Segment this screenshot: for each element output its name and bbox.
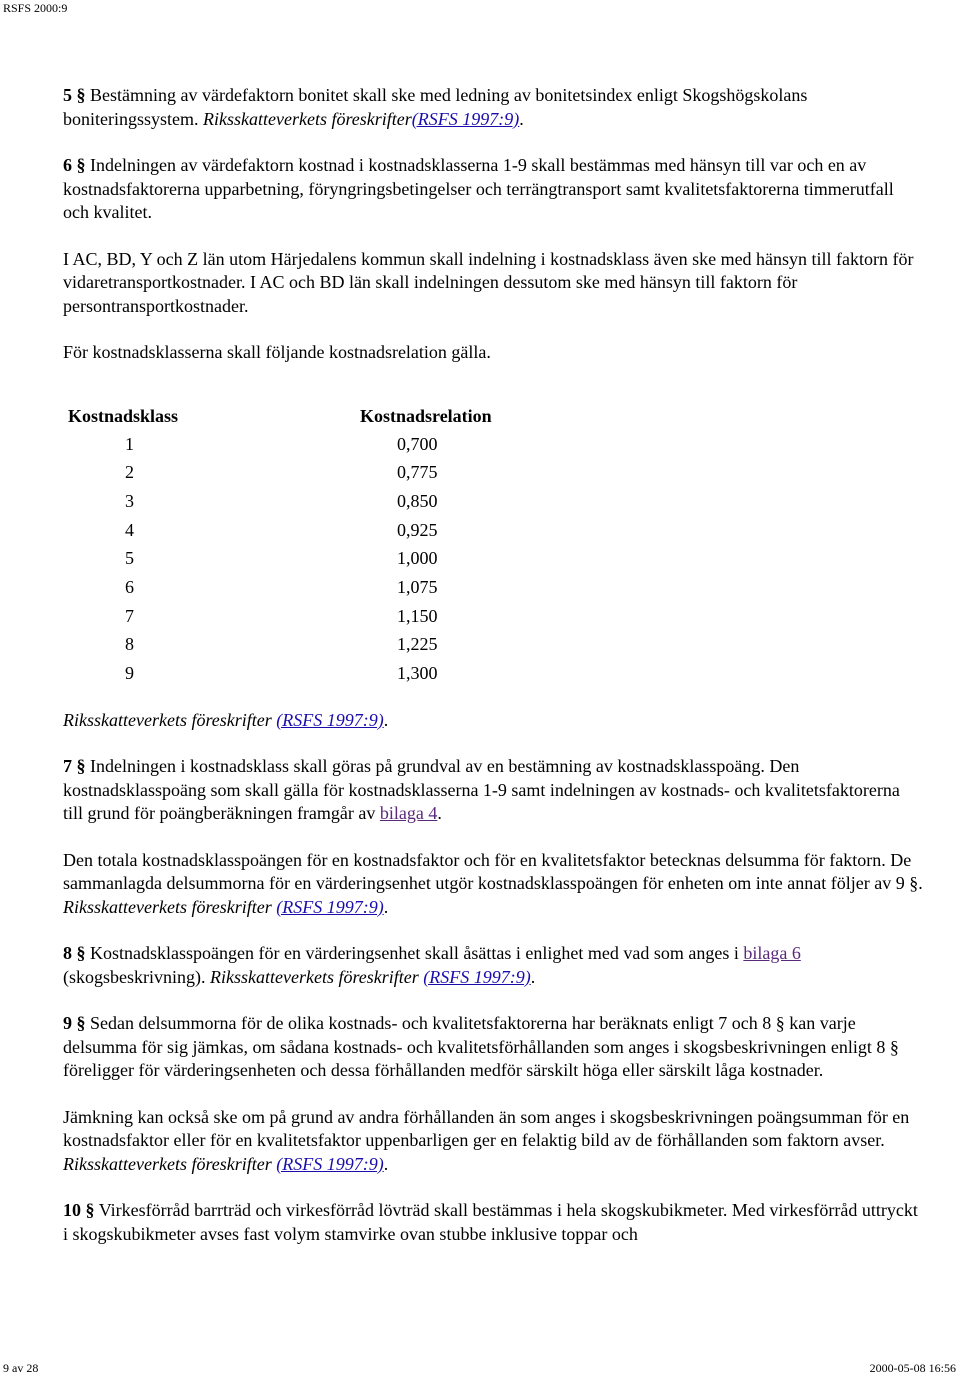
rsfs-link[interactable]: (RSFS 1997:9) — [276, 1153, 384, 1174]
cost-relation-table — [63, 405, 492, 691]
section-8: 8 § Kostnadsklasspoängen för en värderingsenhet skall åsättas i enlighet med vad som anges i bilaga 6 (skogsbeskrivning). Riksskatteverkets föreskrifter (RSFS 1997:9). — [63, 943, 801, 987]
document-body — [63, 84, 923, 1269]
kostnadsrelation-cell: 1,225 — [397, 634, 438, 655]
table-row — [63, 605, 492, 634]
section-text: föreligger för värderingsenheten och dessa förhållanden medför särskilt höga eller särskilt låga kostnader. — [63, 1060, 824, 1081]
kostnadsrelation-cell: 1,300 — [397, 663, 438, 683]
rsfs-link[interactable]: (RSFS 1997:9) — [423, 966, 531, 987]
paragraph-symbol: § — [909, 873, 919, 894]
kostnadsklass-cell: 8 — [125, 634, 134, 655]
section-9-paragraph-2: Jämkning kan också ske om på grund av andra förhållanden än som anges i skogsbeskrivningen poängsumman för en kostnadsfaktor eller för en kvalitetsfaktor uppenbarligen ger en felaktig bild av de förhållanden som faktorn avser. Riksskatteverkets föreskrifter (RSFS 1997:9). — [63, 1106, 910, 1174]
citation: Riksskatteverkets föreskrifter — [203, 108, 412, 129]
section-text: Virkesförråd barrträd och virkesförråd lövträd skall bestämmas i hela skogskubikmeter. Med virkesförråd uttryckt i skogskubikmeter avses fast volym stamvirke ovan stubbe inklusive toppar och — [63, 1200, 918, 1244]
table-header-row — [63, 405, 492, 433]
kostnadsrelation-cell: 0,775 — [397, 462, 438, 483]
citation: Riksskatteverkets föreskrifter — [210, 966, 419, 987]
section-number: 5 — [63, 85, 72, 105]
table-citation: Riksskatteverkets föreskrifter (RSFS 1997:9). — [63, 709, 389, 730]
section-text: Kostnadsklasspoängen för en värderingsenhet skall åsättas i enlighet med vad som anges i — [90, 943, 739, 964]
rsfs-link[interactable]: (RSFS 1997:9) — [276, 709, 384, 730]
table-row — [63, 433, 492, 462]
section-text: Den totala kostnadsklasspoängen för en kostnadsfaktor och för en kvalitetsfaktor betecknas delsumma för faktorn. De sammanlagda delsummorna för en värderingsenhet utgör kostnadsklasspoängen för enheten om inte annat följer av 9 — [63, 849, 912, 894]
kostnadsklass-cell: 2 — [125, 462, 134, 483]
table-row — [63, 576, 492, 605]
kostnadsrelation-cell: 1,000 — [397, 548, 438, 569]
bilaga-4-link[interactable]: bilaga 4 — [379, 803, 438, 824]
section-number: 9 — [63, 1013, 72, 1034]
kostnadsklass-cell: 3 — [125, 490, 134, 511]
citation: Riksskatteverkets föreskrifter — [63, 1153, 272, 1174]
table-row — [63, 547, 492, 576]
kostnadsklass-cell: 6 — [125, 576, 134, 597]
paragraph-symbol: § — [775, 1013, 785, 1034]
section-5: 5 § Bestämning av värdefaktorn bonitet skall ske med ledning av bonitetsindex enligt Skogshögskolans boniteringssystem. Riksskatteverkets föreskrifter(RSFS 1997:9). — [63, 85, 808, 129]
section-text: kan varje delsumma för sig jämkas, om sådana kostnads- och kvalitetsförhållanden som anges i skogsbeskrivningen enligt 8 — [63, 1013, 886, 1057]
section-6-paragraph-3: För kostnadsklasserna skall följande kostnadsrelation gälla. — [63, 342, 491, 362]
column-header-kostnadsrelation: Kostnadsrelation — [360, 405, 492, 426]
paragraph-symbol: § — [889, 1036, 899, 1057]
kostnadsrelation-cell: 1,075 — [397, 576, 438, 597]
kostnadsrelation-cell: 0,925 — [397, 519, 438, 540]
kostnadsrelation-cell: 1,150 — [397, 605, 438, 626]
section-number: 10 — [63, 1200, 81, 1221]
paragraph-symbol: § — [85, 1200, 95, 1221]
section-text-after: (skogsbeskrivning). — [63, 966, 206, 987]
table-row — [63, 662, 492, 691]
column-header-kostnadsklass: Kostnadsklass — [68, 405, 179, 426]
page-footer-number: 9 av 28 — [3, 1361, 39, 1375]
kostnadsklass-cell: 5 — [125, 548, 134, 569]
section-9 — [63, 1012, 923, 1083]
section-10 — [63, 1199, 923, 1246]
kostnadsklass-cell: 1 — [125, 433, 134, 454]
rsfs-link[interactable]: (RSFS 1997:9) — [411, 108, 520, 129]
kostnadsrelation-cell: 0,700 — [397, 433, 438, 454]
paragraph-symbol: § — [76, 155, 86, 175]
kostnadsklass-cell: 7 — [125, 605, 134, 626]
section-text: Sedan delsummorna för de olika kostnads- och kvalitetsfaktorerna har beräknats enligt 7 och 8 — [90, 1013, 772, 1034]
kostnadsklass-cell: 4 — [125, 519, 134, 540]
rsfs-link[interactable]: (RSFS 1997:9) — [276, 896, 384, 917]
kostnadsrelation-cell: 0,850 — [397, 490, 438, 511]
section-number: 6 — [63, 155, 72, 175]
paragraph-symbol: § — [76, 943, 86, 964]
paragraph-symbol: § — [76, 1013, 86, 1034]
page-footer-timestamp: 2000-05-08 16:56 — [869, 1361, 956, 1375]
section-6-paragraph-2: I AC, BD, Y och Z län utom Härjedalens kommun skall indelning i kostnadsklass även ske med hänsyn till faktorn för vidaretransportkostnader. I AC och BD län skall indelningen dessutom ske med hänsyn till faktorn för persontransportkostnader. — [63, 248, 914, 316]
section-text: Jämkning kan också ske om på grund av andra förhållanden än som anges i skogsbeskrivningen poängsumman för en kostnadsfaktor eller för en kvalitetsfaktor uppenbarligen ger en felaktig bild av de förhållanden som faktorn avser. — [63, 1106, 910, 1151]
table-row — [63, 519, 492, 548]
section-text: Indelningen av värdefaktorn kostnad i kostnadsklasserna 1-9 skall bestämmas med hänsyn till var och en av kostnadsfaktorerna upparbetning, föryngringsbetingelser och terrängtransport samt kvalitetsfaktorerna timmerutfall och kvalitet. — [63, 155, 894, 222]
paragraph-symbol: § — [76, 756, 86, 777]
table-row — [63, 633, 492, 662]
paragraph-symbol: § — [76, 85, 86, 105]
citation: Riksskatteverkets föreskrifter — [63, 709, 272, 730]
section-text: Bestämning av värdefaktorn bonitet skall ske med ledning av bonitetsindex enligt Skogshögskolans boniteringssystem. — [63, 85, 808, 129]
section-6 — [63, 154, 923, 225]
section-text: Indelningen i kostnadsklass skall göras på grundval av en bestämning av kostnadsklasspoäng. Den kostnadsklasspoäng som skall gälla för kostnadsklasserna 1-9 samt indelningen av kostnads- och kvalitetsfaktorerna till grund för poängberäkningen framgår av — [63, 756, 900, 824]
table-row — [63, 461, 492, 490]
section-7: 7 § Indelningen i kostnadsklass skall göras på grundval av en bestämning av kostnadsklasspoäng. Den kostnadsklasspoäng som skall gälla för kostnadsklasserna 1-9 samt indelningen av kostnads- och kvalitetsfaktorerna till grund för poängberäkningen framgår av bilaga 4. — [63, 756, 900, 824]
section-number: 7 — [63, 756, 72, 777]
citation: Riksskatteverkets föreskrifter — [63, 896, 272, 917]
section-7-paragraph-2: Den totala kostnadsklasspoängen för en kostnadsfaktor och för en kvalitetsfaktor betecknas delsumma för faktorn. De sammanlagda delsummorna för en värderingsenhet utgör kostnadsklasspoängen för enheten om inte annat följer av 9 §. Riksskatteverkets föreskrifter (RSFS 1997:9). — [63, 849, 923, 917]
kostnadsklass-cell: 9 — [125, 663, 134, 683]
table-row — [63, 490, 492, 519]
page-header-title: RSFS 2000:9 — [3, 1, 68, 15]
bilaga-6-link[interactable]: bilaga 6 — [743, 943, 801, 964]
section-number: 8 — [63, 943, 72, 964]
